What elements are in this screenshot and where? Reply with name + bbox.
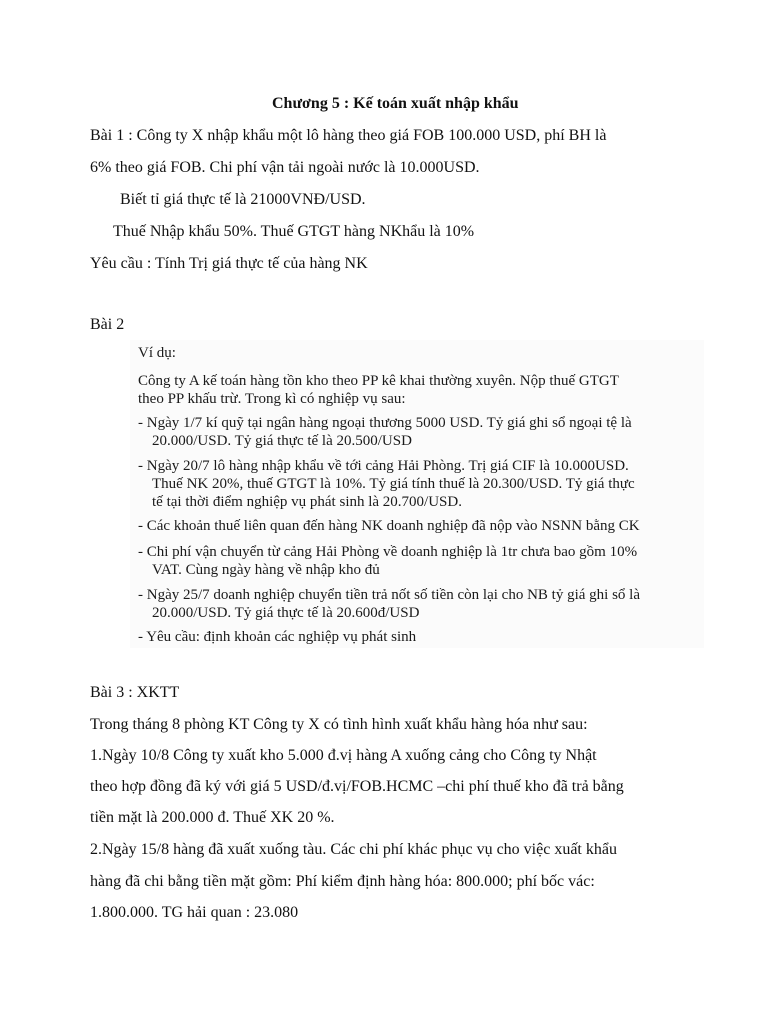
bai3-line: tiền mặt là 200.000 đ. Thuế XK 20 %. (90, 809, 335, 826)
bai3-line: 1.Ngày 10/8 Công ty xuất kho 5.000 đ.vị hàng A xuống cảng cho Công ty Nhật (90, 747, 597, 764)
image-text-line: 20.000/USD. Tỷ giá thực tế là 20.500/USD (152, 433, 412, 449)
bai2-heading: Bài 2 (90, 316, 125, 333)
chapter-title: Chương 5 : Kế toán xuất nhập khẩu (272, 95, 519, 112)
image-text-line: theo PP khấu trừ. Trong kì có nghiệp vụ sau: (138, 391, 406, 407)
bai3-line: theo hợp đồng đã ký với giá 5 USD/đ.vị/FOB.HCMC –chi phí thuế kho đã trả bằng (90, 778, 624, 795)
bai3-line: Trong tháng 8 phòng KT Công ty X có tình hình xuất khẩu hàng hóa như sau: (90, 716, 588, 733)
image-text-line: - Ngày 25/7 doanh nghiệp chuyển tiền trả nốt số tiền còn lại cho NB tỷ giá ghi sổ là (138, 587, 640, 603)
image-text-line: - Yêu cầu: định khoản các nghiệp vụ phát sinh (138, 629, 417, 645)
bai1-requirement: Yêu cầu : Tính Trị giá thực tế của hàng NK (90, 255, 368, 272)
bai3-line: 1.800.000. TG hải quan : 23.080 (90, 904, 299, 921)
image-text-line: VAT. Cùng ngày hàng về nhập kho đủ (152, 562, 380, 578)
bai1-line: 6% theo giá FOB. Chi phí vận tải ngoài nước là 10.000USD. (90, 159, 480, 176)
image-text-line: tế tại thời điểm nghiệp vụ phát sinh là 20.700/USD. (152, 494, 462, 510)
image-text-line: Thuế NK 20%, thuế GTGT là 10%. Tỷ giá tính thuế là 20.300/USD. Tỷ giá thực (152, 476, 635, 492)
image-text-line: - Các khoản thuế liên quan đến hàng NK doanh nghiệp đã nộp vào NSNN bằng CK (138, 518, 640, 534)
bai2-embedded-image (130, 340, 704, 648)
image-text-line: Ví dụ: (138, 345, 176, 361)
image-text-line: Công ty A kế toán hàng tồn kho theo PP kê khai thường xuyên. Nộp thuế GTGT (138, 373, 619, 389)
image-text-line: 20.000/USD. Tỷ giá thực tế là 20.600đ/USD (152, 605, 420, 621)
image-text-line: - Chi phí vận chuyển từ cảng Hải Phòng về doanh nghiệp là 1tr chưa bao gồm 10% (138, 544, 638, 560)
bai1-line: Thuế Nhập khẩu 50%. Thuế GTGT hàng NKhẩu là 10% (113, 223, 475, 240)
image-text-line: - Ngày 1/7 kí quỹ tại ngân hàng ngoại thương 5000 USD. Tỷ giá ghi sổ ngoại tệ là (138, 415, 632, 431)
bai1-line: Bài 1 : Công ty X nhập khẩu một lô hàng theo giá FOB 100.000 USD, phí BH là (90, 127, 607, 144)
bai3-line: hàng đã chi bằng tiền mặt gồm: Phí kiểm định hàng hóa: 800.000; phí bốc vác: (90, 873, 595, 890)
bai3-line: 2.Ngày 15/8 hàng đã xuất xuống tàu. Các chi phí khác phục vụ cho việc xuất khẩu (90, 841, 617, 858)
image-text-line: - Ngày 20/7 lô hàng nhập khẩu về tới cảng Hải Phòng. Trị giá CIF là 10.000USD. (138, 458, 629, 474)
bai1-line: Biết tỉ giá thực tế là 21000VNĐ/USD. (120, 191, 366, 208)
bai3-heading: Bài 3 : XKTT (90, 684, 180, 701)
